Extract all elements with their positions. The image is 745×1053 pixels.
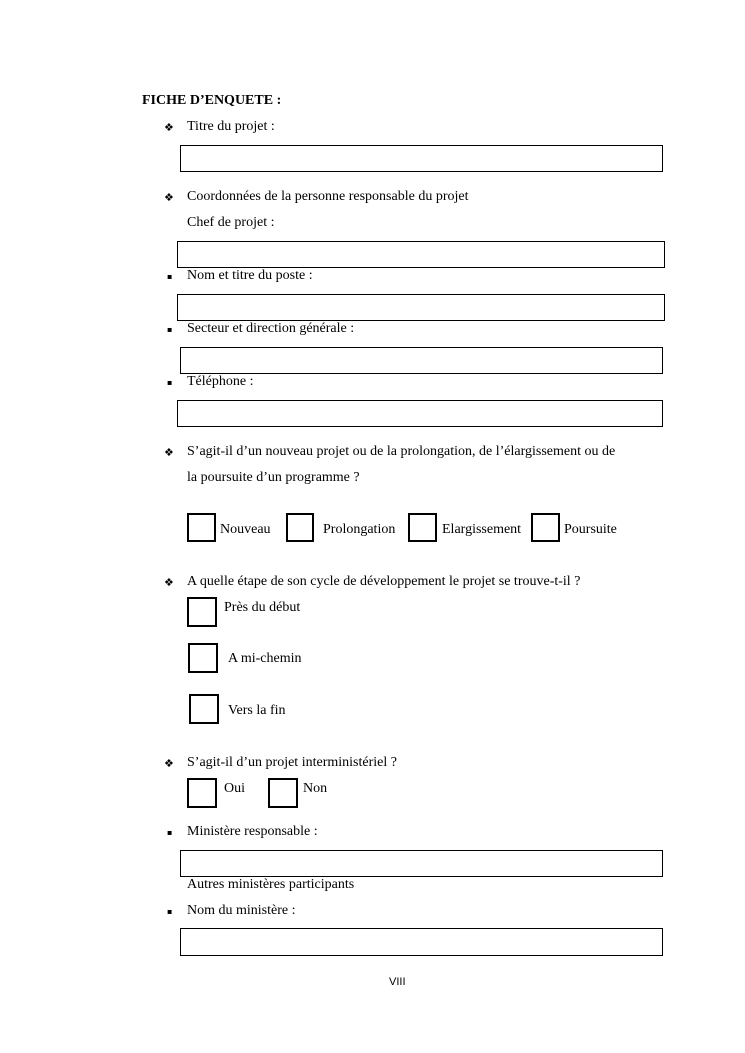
- form-heading: FICHE D’ENQUETE :: [142, 93, 282, 108]
- checkbox-non[interactable]: [268, 778, 298, 808]
- square-bullet-icon: ▪: [167, 378, 173, 387]
- checkbox-mi-chemin[interactable]: [188, 643, 218, 673]
- option-nouveau-label: Nouveau: [220, 522, 271, 537]
- ministry-field[interactable]: [180, 850, 663, 877]
- checkbox-oui[interactable]: [187, 778, 217, 808]
- diamond-bullet-icon: ❖: [164, 191, 174, 204]
- project-manager-label: Chef de projet :: [187, 215, 275, 230]
- project-title-label: Titre du projet :: [187, 119, 275, 134]
- ministry-label: Ministère responsable :: [187, 824, 318, 839]
- square-bullet-icon: ▪: [167, 325, 173, 334]
- option-oui-label: Oui: [224, 781, 245, 796]
- square-bullet-icon: ▪: [167, 828, 173, 837]
- checkbox-fin[interactable]: [189, 694, 219, 724]
- phone-label: Téléphone :: [187, 374, 254, 389]
- phone-field[interactable]: [177, 400, 663, 427]
- stage-question: A quelle étape de son cycle de développement le projet se trouve-t-il ?: [187, 574, 581, 589]
- ministry-name-label: Nom du ministère :: [187, 903, 296, 918]
- diamond-bullet-icon: ❖: [164, 446, 174, 459]
- option-prolongation-label: Prolongation: [323, 522, 396, 537]
- checkbox-prolongation[interactable]: [286, 513, 314, 542]
- project-title-field[interactable]: [180, 145, 663, 172]
- option-mi-chemin-label: A mi-chemin: [228, 651, 302, 666]
- ministry-name-field[interactable]: [180, 928, 663, 956]
- contact-label: Coordonnées de la personne responsable du projet: [187, 189, 469, 204]
- page-number: VIII: [389, 976, 406, 988]
- option-elargissement-label: Elargissement: [442, 522, 522, 537]
- diamond-bullet-icon: ❖: [164, 121, 174, 134]
- square-bullet-icon: ▪: [167, 272, 173, 281]
- diamond-bullet-icon: ❖: [164, 576, 174, 589]
- name-title-field[interactable]: [177, 294, 665, 321]
- diamond-bullet-icon: ❖: [164, 757, 174, 770]
- name-title-label: Nom et titre du poste :: [187, 268, 313, 283]
- sector-label: Secteur et direction générale :: [187, 321, 355, 336]
- checkbox-nouveau[interactable]: [187, 513, 216, 542]
- option-fin-label: Vers la fin: [228, 703, 286, 718]
- square-bullet-icon: ▪: [167, 907, 173, 916]
- option-poursuite-label: Poursuite: [564, 522, 617, 537]
- project-type-question: S’agit-il d’un nouveau projet ou de la prolongation, de l’élargissement ou de: [187, 444, 616, 459]
- checkbox-debut[interactable]: [187, 597, 217, 627]
- other-ministries-label: Autres ministères participants: [187, 877, 355, 892]
- project-type-question-cont: la poursuite d’un programme ?: [187, 470, 360, 485]
- interministerial-question: S’agit-il d’un projet interministériel ?: [187, 755, 397, 770]
- sector-field[interactable]: [180, 347, 663, 374]
- option-non-label: Non: [303, 781, 328, 796]
- project-manager-field[interactable]: [177, 241, 665, 268]
- checkbox-elargissement[interactable]: [408, 513, 437, 542]
- option-debut-label: Près du début: [224, 600, 301, 615]
- checkbox-poursuite[interactable]: [531, 513, 560, 542]
